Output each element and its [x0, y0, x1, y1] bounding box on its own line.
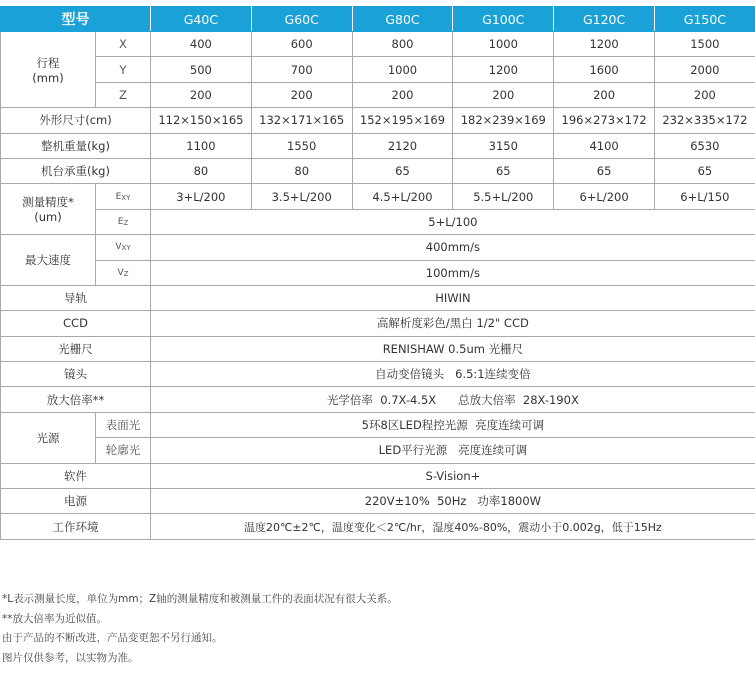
ez-main: E — [117, 216, 124, 227]
table-cell: 182×239×169 — [453, 108, 554, 133]
table-cell: 200 — [352, 82, 453, 107]
table-cell: 700 — [251, 57, 352, 82]
load-label: 机台承重(kg) — [1, 158, 151, 183]
table-cell: 自动变倍镜头 6.5:1连续变倍 — [151, 362, 755, 387]
travel-label-line2: (mm) — [32, 70, 64, 85]
footnote: 由于产品的不断改进，产品变更恕不另行通知。 — [2, 632, 223, 644]
footnote: 图片仅供参考，以实物为准。 — [2, 651, 139, 664]
footnotes — [2, 590, 398, 668]
table-cell: 152×195×169 — [352, 108, 453, 133]
model-header: G120C — [554, 7, 655, 32]
table-cell: 196×273×172 — [554, 108, 655, 133]
table-cell: 6530 — [654, 133, 755, 158]
dimensions-label: 外形尺寸(cm) — [1, 108, 151, 133]
model-header: G100C — [453, 7, 554, 32]
table-row — [1, 362, 755, 387]
table-row — [1, 184, 755, 209]
exy-main: E — [115, 191, 122, 202]
grating-label: 光栅尺 — [1, 336, 151, 361]
table-cell: 200 — [654, 82, 755, 107]
table-cell: 200 — [151, 82, 252, 107]
table-cell: 112×150×165 — [151, 108, 252, 133]
vz-sub: Z — [123, 269, 129, 278]
lens-label: 镜头 — [1, 362, 151, 387]
table-cell: 1500 — [654, 32, 755, 57]
table-cell: 1000 — [352, 57, 453, 82]
vz-main: V — [117, 267, 124, 278]
table-row — [1, 285, 755, 310]
table-cell: 65 — [453, 158, 554, 183]
light-label: 光源 — [1, 412, 96, 463]
table-cell: 3.5+L/200 — [251, 184, 352, 209]
table-row — [1, 57, 755, 82]
accuracy-ez-label — [96, 209, 151, 234]
vxy-sub: XY — [121, 244, 131, 253]
table-cell: 2120 — [352, 133, 453, 158]
table-cell: 温度20℃±2℃，温度变化＜2℃/hr，湿度40%-80%，震动小于0.002g，低于15Hz — [151, 514, 755, 539]
power-label: 电源 — [1, 489, 151, 514]
table-cell: 6+L/150 — [654, 184, 755, 209]
table-cell: 光学倍率 0.7X-4.5X 总放大倍率 28X-190X — [151, 387, 755, 412]
speed-label: 最大速度 — [1, 235, 96, 286]
table-row — [1, 311, 755, 336]
magnification-label: 放大倍率** — [1, 387, 151, 412]
table-cell: 65 — [554, 158, 655, 183]
table-cell: LED平行光源 亮度连续可调 — [151, 438, 755, 463]
table-row — [1, 82, 755, 107]
table-row — [1, 260, 755, 285]
table-cell: 400 — [151, 32, 252, 57]
table-cell: 1200 — [453, 57, 554, 82]
table-row — [1, 336, 755, 361]
table-cell: 800 — [352, 32, 453, 57]
table-cell: 500 — [151, 57, 252, 82]
accuracy-label — [1, 184, 96, 235]
table-cell: 65 — [654, 158, 755, 183]
weight-label: 整机重量(kg) — [1, 133, 151, 158]
table-cell: 132×171×165 — [251, 108, 352, 133]
accuracy-label-line1: 测量精度* — [22, 195, 74, 210]
table-cell: 400mm/s — [151, 235, 755, 260]
model-header: G60C — [251, 7, 352, 32]
table-cell: 200 — [554, 82, 655, 107]
table-cell: 1000 — [453, 32, 554, 57]
travel-label — [1, 32, 96, 108]
table-cell: 1550 — [251, 133, 352, 158]
table-row — [1, 387, 755, 412]
table-cell: 5+L/100 — [151, 209, 755, 234]
ez-sub: Z — [123, 218, 129, 227]
ccd-label: CCD — [1, 311, 151, 336]
exy-sub: XY — [121, 193, 131, 202]
table-cell: 200 — [251, 82, 352, 107]
table-cell: 1100 — [151, 133, 252, 158]
header-row — [1, 7, 755, 32]
table-cell: 高解析度彩色/黑白 1/2" CCD — [151, 311, 755, 336]
table-cell: 65 — [352, 158, 453, 183]
software-label: 软件 — [1, 463, 151, 488]
speed-vz-label — [96, 260, 151, 285]
table-cell: 80 — [151, 158, 252, 183]
table-row — [1, 108, 755, 133]
table-cell: 80 — [251, 158, 352, 183]
table-cell: 100mm/s — [151, 260, 755, 285]
table-cell: HIWIN — [151, 285, 755, 310]
table-cell: 3150 — [453, 133, 554, 158]
light-contour-label: 轮廓光 — [96, 438, 151, 463]
table-cell: 5.5+L/200 — [453, 184, 554, 209]
table-cell: 232×335×172 — [654, 108, 755, 133]
environment-label: 工作环境 — [1, 514, 151, 539]
table-cell: 600 — [251, 32, 352, 57]
model-header: G40C — [151, 7, 252, 32]
table-cell: 2000 — [654, 57, 755, 82]
table-row — [1, 235, 755, 260]
table-cell: 200 — [453, 82, 554, 107]
table-row — [1, 438, 755, 463]
table-cell: 220V±10% 50Hz 功率1800W — [151, 489, 755, 514]
table-cell: 1600 — [554, 57, 655, 82]
table-cell: S-Vision+ — [151, 463, 755, 488]
footnote: **放大倍率为近似值。 — [2, 612, 107, 625]
table-cell: 6+L/200 — [554, 184, 655, 209]
footnote: *L表示测量长度，单位为mm；Z轴的测量精度和被测量工件的表面状况有很大关系。 — [2, 593, 398, 605]
table-row — [1, 412, 755, 437]
table-cell: 5环8区LED程控光源 亮度连续可调 — [151, 412, 755, 437]
travel-axis-x: X — [96, 32, 151, 57]
table-cell: 4100 — [554, 133, 655, 158]
table-cell: 3+L/200 — [151, 184, 252, 209]
accuracy-exy-label — [96, 184, 151, 209]
table-cell: 1200 — [554, 32, 655, 57]
vxy-main: V — [115, 242, 122, 253]
table-row — [1, 514, 755, 539]
travel-axis-y: Y — [96, 57, 151, 82]
guide-label: 导轨 — [1, 285, 151, 310]
table-cell: 4.5+L/200 — [352, 184, 453, 209]
accuracy-label-line2: (um) — [34, 210, 62, 225]
model-header: G150C — [654, 7, 755, 32]
table-row — [1, 133, 755, 158]
model-header-label: 型号 — [1, 7, 151, 32]
travel-label-line1: 行程 — [36, 55, 60, 70]
table-row — [1, 489, 755, 514]
spec-table — [0, 6, 755, 540]
table-row — [1, 32, 755, 57]
table-cell: RENISHAW 0.5um 光栅尺 — [151, 336, 755, 361]
light-surface-label: 表面光 — [96, 412, 151, 437]
table-row — [1, 209, 755, 234]
table-row — [1, 463, 755, 488]
speed-vxy-label — [96, 235, 151, 260]
model-header: G80C — [352, 7, 453, 32]
travel-axis-z: Z — [96, 82, 151, 107]
table-row — [1, 158, 755, 183]
